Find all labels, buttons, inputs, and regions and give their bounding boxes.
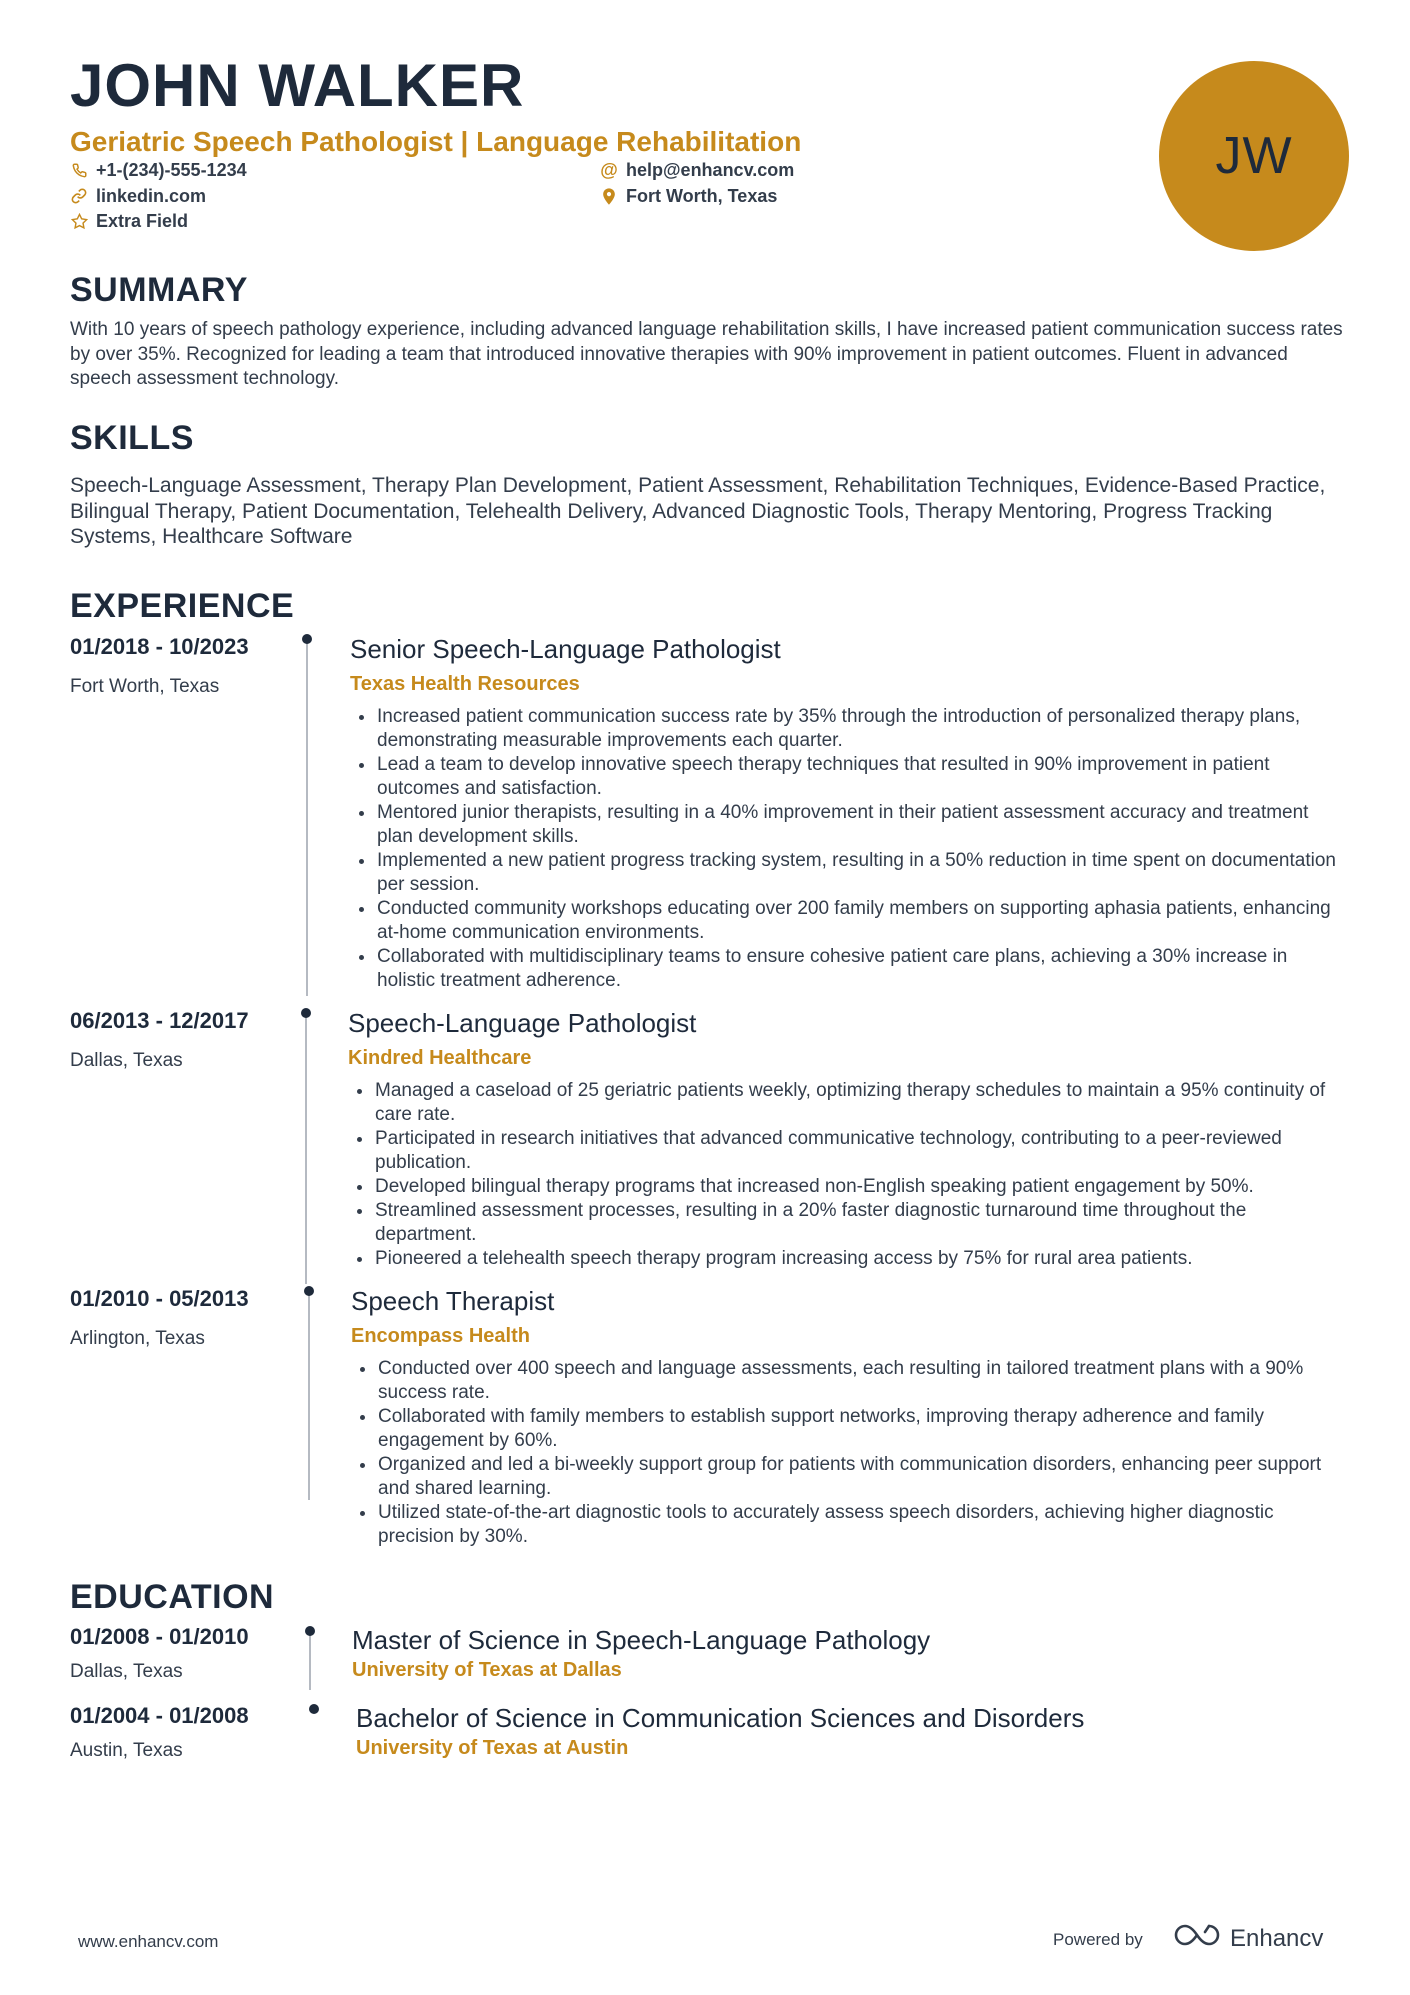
timeline-dot [309,1704,319,1714]
candidate-title: Geriatric Speech Pathologist | Language Rehabilitation [70,126,802,157]
experience-heading: EXPERIENCE [70,587,295,625]
at-icon: @ [600,160,618,180]
job-bullets [350,1357,1350,1549]
job-org: Texas Health Resources [350,673,580,695]
timeline-dot [304,1286,314,1296]
list-item: Participated in research initiatives that advanced communicative technology, contributing to a peer-reviewed publication. [347,1127,1347,1175]
skills-heading: SKILLS [70,419,194,457]
edu-degree: Master of Science in Speech-Language Pathology [352,1625,931,1655]
contact-location [600,187,777,205]
list-item: Conducted over 400 speech and language assessments, each resulting in tailored treatment plans with a 90% success rate. [350,1357,1350,1405]
timeline-dot [302,634,312,644]
edu-location: Austin, Texas [70,1740,183,1761]
list-item: Increased patient communication success rate by 35% through the introduction of personalized therapy plans, demonstrating measurable improvements each quarter. [349,705,1349,753]
job-bullets [349,705,1349,993]
email-text: help@enhancv.com [626,160,795,180]
contact-linkedin[interactable] [70,187,206,205]
job-dates: 06/2013 - 12/2017 [70,1008,249,1033]
extra-text: Extra Field [96,211,189,231]
list-item: Organized and led a bi-weekly support group for patients with communication disorders, enhancing peer support and shared learning. [350,1453,1350,1501]
summary-heading: SUMMARY [70,271,248,309]
edu-location: Dallas, Texas [70,1661,183,1682]
list-item: Utilized state-of-the-art diagnostic tools to accurately assess speech disorders, achieving higher diagnostic precision by 30%. [350,1501,1350,1549]
list-item: Managed a caseload of 25 geriatric patients weekly, optimizing therapy schedules to maintain a 95% continuity of care rate. [347,1079,1347,1127]
job-role: Speech Therapist [351,1286,555,1316]
location-text: Fort Worth, Texas [626,186,778,206]
job-role: Senior Speech-Language Pathologist [350,634,781,664]
list-item: Mentored junior therapists, resulting in a 40% improvement in their patient assessment accuracy and treatment plan development skills. [349,801,1349,849]
phone-icon [70,161,88,179]
list-item: Collaborated with multidisciplinary teams to ensure cohesive patient care plans, achieving a 30% increase in holistic treatment adherence. [349,945,1349,993]
timeline-dot [301,1008,311,1018]
link-icon [70,187,88,205]
phone-text: +1-(234)-555-1234 [96,160,247,180]
list-item: Collaborated with family members to establish support networks, improving therapy adherence and family engagement by 60%. [350,1405,1350,1453]
job-role: Speech-Language Pathologist [348,1008,697,1038]
contact-extra [70,212,188,230]
summary-text: With 10 years of speech pathology experience, including advanced language rehabilitation skills, I have increased patient communication success rates by over 35%. Recognized for leading a team that introduced innovative therapies with 90% improvement in patient outcomes. Fluent in advanced speech assessment technology. [70,319,1343,389]
job-location: Dallas, Texas [70,1050,183,1071]
list-item: Pioneered a telehealth speech therapy program increasing access by 75% for rural area patients. [347,1247,1347,1271]
contact-phone[interactable] [70,161,247,179]
candidate-name: JOHN WALKER [70,52,525,119]
edu-degree: Bachelor of Science in Communication Sciences and Disorders [356,1703,1085,1733]
star-icon [70,212,88,230]
job-bullets [347,1079,1347,1271]
list-item: Implemented a new patient progress tracking system, resulting in a 50% reduction in time spent on documentation per session. [349,849,1349,897]
job-dates: 01/2018 - 10/2023 [70,634,249,659]
job-dates: 01/2010 - 05/2013 [70,1286,249,1311]
list-item: Developed bilingual therapy programs that increased non-English speaking patient engagement by 50%. [347,1175,1347,1199]
education-heading: EDUCATION [70,1578,275,1616]
infinity-logo-icon [1172,1922,1222,1955]
timeline-line [306,642,308,996]
brand-name: Enhancv [1230,1924,1324,1952]
powered-by-text: Powered by [1053,1930,1143,1949]
edu-dates: 01/2004 - 01/2008 [70,1703,249,1728]
linkedin-text: linkedin.com [96,186,207,206]
footer-url[interactable]: www.enhancv.com [78,1932,219,1951]
timeline-dot [305,1626,315,1636]
list-item: Streamlined assessment processes, resulting in a 20% faster diagnostic turnaround time throughout the department. [347,1199,1347,1247]
job-org: Encompass Health [351,1325,530,1347]
job-location: Arlington, Texas [70,1328,205,1349]
timeline-line [309,1634,311,1690]
edu-school: University of Texas at Austin [356,1737,629,1759]
contact-email[interactable] [600,161,794,179]
edu-dates: 01/2008 - 01/2010 [70,1624,249,1649]
job-org: Kindred Healthcare [348,1047,532,1069]
brand-logo[interactable] [1172,1922,1323,1955]
timeline-line [308,1294,310,1500]
job-location: Fort Worth, Texas [70,676,220,697]
skills-text: Speech-Language Assessment, Therapy Plan Development, Patient Assessment, Rehabilitation Techniques, Evidence-Based Practice, Bilingual Therapy, Patient Documentation, Telehealth Delivery, Advanced Diagnostic Tools, Therapy Mentoring, Progress Tracking Systems, Healthcare Software [70,474,1326,548]
edu-school: University of Texas at Dallas [352,1659,622,1681]
avatar: JW [1159,61,1349,251]
list-item: Conducted community workshops educating over 200 family members on supporting aphasia patients, enhancing at-home communication environments. [349,897,1349,945]
timeline-line [305,1017,307,1284]
list-item: Lead a team to develop innovative speech therapy techniques that resulted in 90% improvement in patient outcomes and satisfaction. [349,753,1349,801]
location-pin-icon [600,187,618,205]
